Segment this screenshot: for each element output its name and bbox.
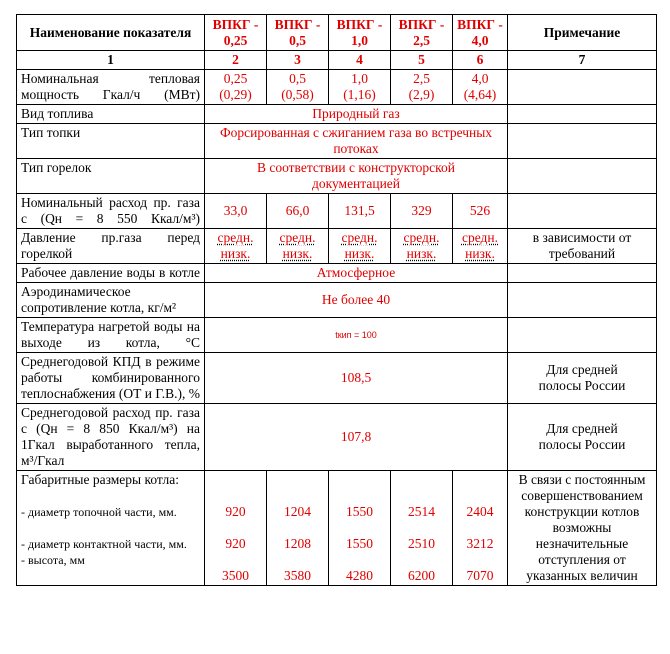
header-model-1: ВПКГ - 0,25: [205, 15, 267, 51]
row-label: Среднегодовой КПД в режиме работы комбинированного теплоснабжения (ОТ и Г.В.), %: [17, 353, 205, 404]
power-cell: 4,0 (4,64): [453, 70, 508, 105]
efficiency-note: Для средней полосы России: [508, 353, 657, 404]
row-gas-flow: [17, 194, 657, 229]
note-cell: [508, 70, 657, 105]
power-cell: 0,5 (0,58): [267, 70, 329, 105]
row-label: Вид топлива: [17, 105, 205, 124]
gas-flow-value: 66,0: [267, 194, 329, 229]
header-note: Примечание: [508, 15, 657, 51]
header-model-2: ВПКГ - 0,5: [267, 15, 329, 51]
column-number-4: 4: [329, 51, 391, 70]
row-furnace: [17, 124, 657, 159]
note-cell: [508, 264, 657, 283]
gas-pressure-cell: средн. низк.: [453, 229, 508, 264]
power-cell: 2,5 (2,9): [391, 70, 453, 105]
row-power: [17, 70, 657, 105]
dimension-values: 2514 2510 6200: [391, 471, 453, 586]
dimension-label: - диаметр контактной части, мм.: [21, 537, 187, 551]
dimension-label: - диаметр топочной части, мм.: [21, 505, 177, 519]
row-aero: [17, 283, 657, 318]
gas-pressure-cell: средн. низк.: [391, 229, 453, 264]
header-model-5: ВПКГ - 4,0: [453, 15, 508, 51]
dimension-values: 1204 1208 3580: [267, 471, 329, 586]
furnace-value: Форсированная с сжиганием газа во встречных потоках: [205, 124, 508, 159]
row-gas-pressure: [17, 229, 657, 264]
number-row: [17, 51, 657, 70]
row-label: Тип горелок: [17, 159, 205, 194]
gas-pressure-cell: средн. низк.: [205, 229, 267, 264]
burners-value: В соответствии с конструкторской документацией: [205, 159, 508, 194]
column-number-2: 2: [205, 51, 267, 70]
note-cell: [508, 124, 657, 159]
row-water-pressure: [17, 264, 657, 283]
gas-flow-value: 33,0: [205, 194, 267, 229]
specs-table: [16, 14, 657, 586]
row-burners: [17, 159, 657, 194]
gas-pressure-cell: средн. низк.: [267, 229, 329, 264]
gas-flow-value: 329: [391, 194, 453, 229]
dimensions-title: Габаритные размеры котла:: [21, 472, 179, 487]
note-cell: [508, 105, 657, 124]
row-label: Аэродинамическое сопротивление котла, кг/м²: [17, 283, 205, 318]
column-number-3: 3: [267, 51, 329, 70]
column-number-7: 7: [508, 51, 657, 70]
row-annual-gas: [17, 404, 657, 471]
annual-gas-note: Для средней полосы России: [508, 404, 657, 471]
dimension-values: 920 920 3500: [205, 471, 267, 586]
note-cell: [508, 159, 657, 194]
gas-pressure-cell: средн. низк.: [329, 229, 391, 264]
row-label: Рабочее давление воды в котле: [17, 264, 205, 283]
gas-flow-value: 526: [453, 194, 508, 229]
dimension-label: - высота, мм: [21, 553, 85, 567]
annual-gas-value: 107,8: [205, 404, 508, 471]
row-label: Среднегодовой расход пр. газа с (Qн = 8 850 Ккал/м³) на 1Гкал выработанного тепла, м³/Гкал: [17, 404, 205, 471]
header-model-4: ВПКГ - 2,5: [391, 15, 453, 51]
dimension-values: 1550 1550 4280: [329, 471, 391, 586]
water-pressure-value: Атмосферное: [205, 264, 508, 283]
row-fuel: [17, 105, 657, 124]
header-row: [17, 15, 657, 51]
column-number-6: 6: [453, 51, 508, 70]
row-label: Температура нагретой воды на выходе из котла, °С: [17, 318, 205, 353]
gas-flow-value: 131,5: [329, 194, 391, 229]
power-cell: 0,25 (0,29): [205, 70, 267, 105]
fuel-value: Природный газ: [205, 105, 508, 124]
efficiency-value: 108,5: [205, 353, 508, 404]
water-temp-value: tкип = 100: [205, 318, 508, 353]
row-water-temp: [17, 318, 657, 353]
header-model-3: ВПКГ - 1,0: [329, 15, 391, 51]
header-name: Наименование показателя: [17, 15, 205, 51]
dimensions-note: В связи с постоянным совершенствованием конструкции котлов возможны незначительные отступления от указанных величин: [508, 471, 657, 586]
power-cell: 1,0 (1,16): [329, 70, 391, 105]
note-cell: [508, 194, 657, 229]
row-label: Тип топки: [17, 124, 205, 159]
note-cell: [508, 318, 657, 353]
row-label: Номинальная тепловая мощность Гкал/ч (МВт): [17, 70, 205, 105]
row-dimensions: [17, 471, 657, 586]
column-number-5: 5: [391, 51, 453, 70]
column-number-1: 1: [17, 51, 205, 70]
dimensions-labels: [17, 471, 205, 586]
row-label: Давление пр.газа перед горелкой: [17, 229, 205, 264]
row-label: Номинальный расход пр. газа с (Qн = 8 550 Ккал/м³): [17, 194, 205, 229]
row-efficiency: [17, 353, 657, 404]
gas-pressure-note: в зависимости от требований: [508, 229, 657, 264]
note-cell: [508, 283, 657, 318]
aero-value: Не более 40: [205, 283, 508, 318]
dimension-values: 2404 3212 7070: [453, 471, 508, 586]
